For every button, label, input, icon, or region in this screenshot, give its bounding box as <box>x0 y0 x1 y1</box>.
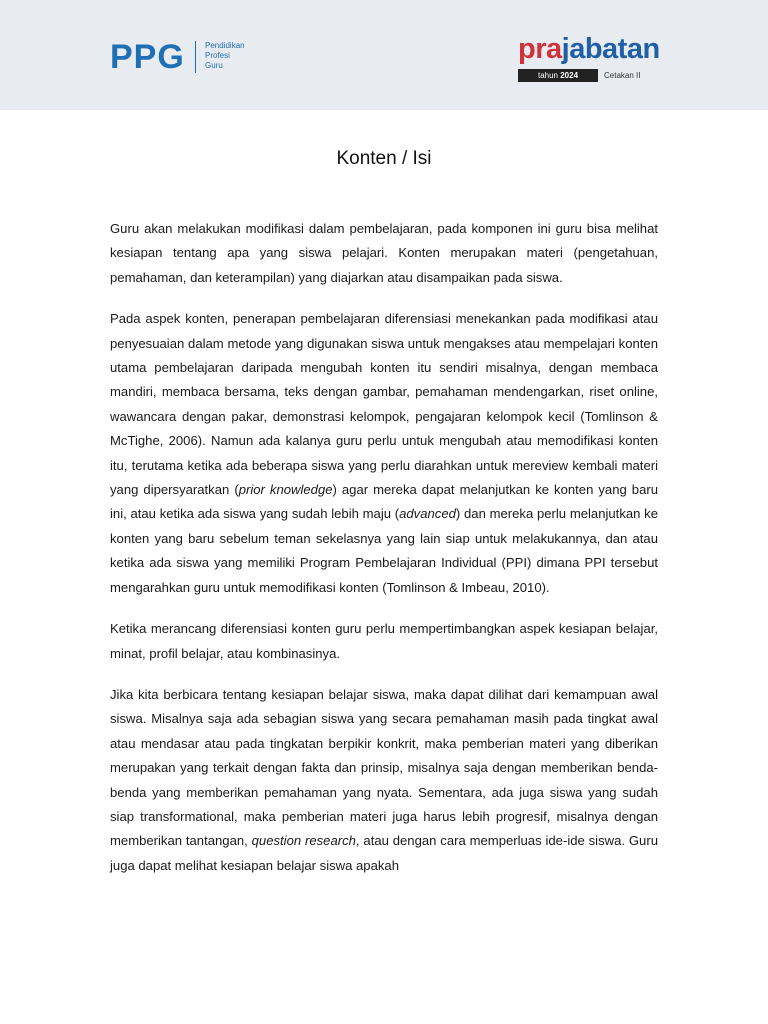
ppg-logo: PPG <box>110 38 185 76</box>
brand-jabatan: jabatan <box>561 33 660 65</box>
ppg-subtitle-line: Pendidikan <box>205 41 245 50</box>
paragraph <box>110 307 658 600</box>
paragraph-text: Pada aspek konten, penerapan pembelajaran diferensiasi menekankan pada modifikasi atau penyesuaian dalam metode yang digunakan siswa untuk mengakses atau mempelajari konten utama pembelajaran daripada mengubah konten itu sendiri misalnya, dengan membaca mandiri, membaca bersama, teks dengan gambar, pemahaman mendengarkan, riset online, wawancara dengan pakar, demonstrasi kelompok, pengajaran kelompok kecil (Tomlinson & McTighe, 2006). Namun ada kalanya guru perlu untuk mengubah atau memodifikasi konten itu, terutama ketika ada beberapa siswa yang perlu diarahkan untuk mereview kembali materi yang dipersyaratkan ( <box>110 311 658 498</box>
paragraph-text: Jika kita berbicara tentang kesiapan belajar siswa, maka dapat dilihat dari kemampuan awal siswa. Misalnya saja ada sebagian siswa yang secara pemahaman masih pada tingkat awal atau mendasar atau pada tingkatan berpikir konkrit, maka pemberian materi yang diberikan merupakan yang terkait dengan fakta dan prinsip, misalnya saja dengan memberikan benda-benda yang memberikan pemahaman yang nyata. Sementara, ada juga siswa yang sudah siap transformational, maka pemberian materi juga harus lebih progresif, misalnya dengan memberikan tantangan, <box>110 686 658 849</box>
year-prefix: tahun <box>537 71 558 80</box>
prajabatan-logo <box>518 32 660 66</box>
ppg-subtitle-line: Guru <box>205 61 223 70</box>
page-header <box>0 0 768 110</box>
paragraph-text: , atau dengan cara memperluas ide-ide siswa. Guru juga dapat melihat kesiapan belajar siswa apakah <box>110 833 658 873</box>
ppg-subtitle-line: Profesi <box>205 51 230 60</box>
italic-term: prior knowledge <box>238 482 333 498</box>
brand-pra: pra <box>518 33 562 65</box>
year-badge <box>518 69 598 82</box>
italic-term: question research <box>251 833 356 849</box>
paragraph-text: ) agar mereka dapat melanjutkan ke konten yang baru ini, atau ketika ada siswa yang sudah lebih maju ( <box>110 482 659 522</box>
logo-divider <box>195 41 196 73</box>
paragraph: Guru akan melakukan modifikasi dalam pembelajaran, pada komponen ini guru bisa melihat kesiapan tentang apa yang siswa pelajari. Konten merupakan materi (pengetahuan, pemahaman, dan keterampilan) yang diajarkan atau disampaikan pada siswa. <box>110 221 658 285</box>
italic-term: advanced <box>399 506 456 522</box>
paragraph: Ketika merancang diferensiasi konten guru perlu mempertimbangkan aspek kesiapan belajar, minat, profil belajar, atau kombinasinya. <box>110 621 658 661</box>
document-body <box>110 217 658 895</box>
year-value: 2024 <box>560 71 579 80</box>
ppg-subtitle <box>205 41 245 71</box>
edition-label: Cetakan II <box>604 71 641 80</box>
paragraph <box>110 683 658 878</box>
page-title: Konten / Isi <box>336 148 432 169</box>
paragraph-text: ) dan mereka perlu melanjutkan ke konten yang baru sebelum teman sekelasnya yang lain siap untuk melakukannya, dan atau ketika ada siswa yang memiliki Program Pembelajaran Individual (PPI) dimana PPI tersebut mengarahkan guru untuk memodifikasi konten (Tomlinson & Imbeau, 2010). <box>110 506 658 595</box>
